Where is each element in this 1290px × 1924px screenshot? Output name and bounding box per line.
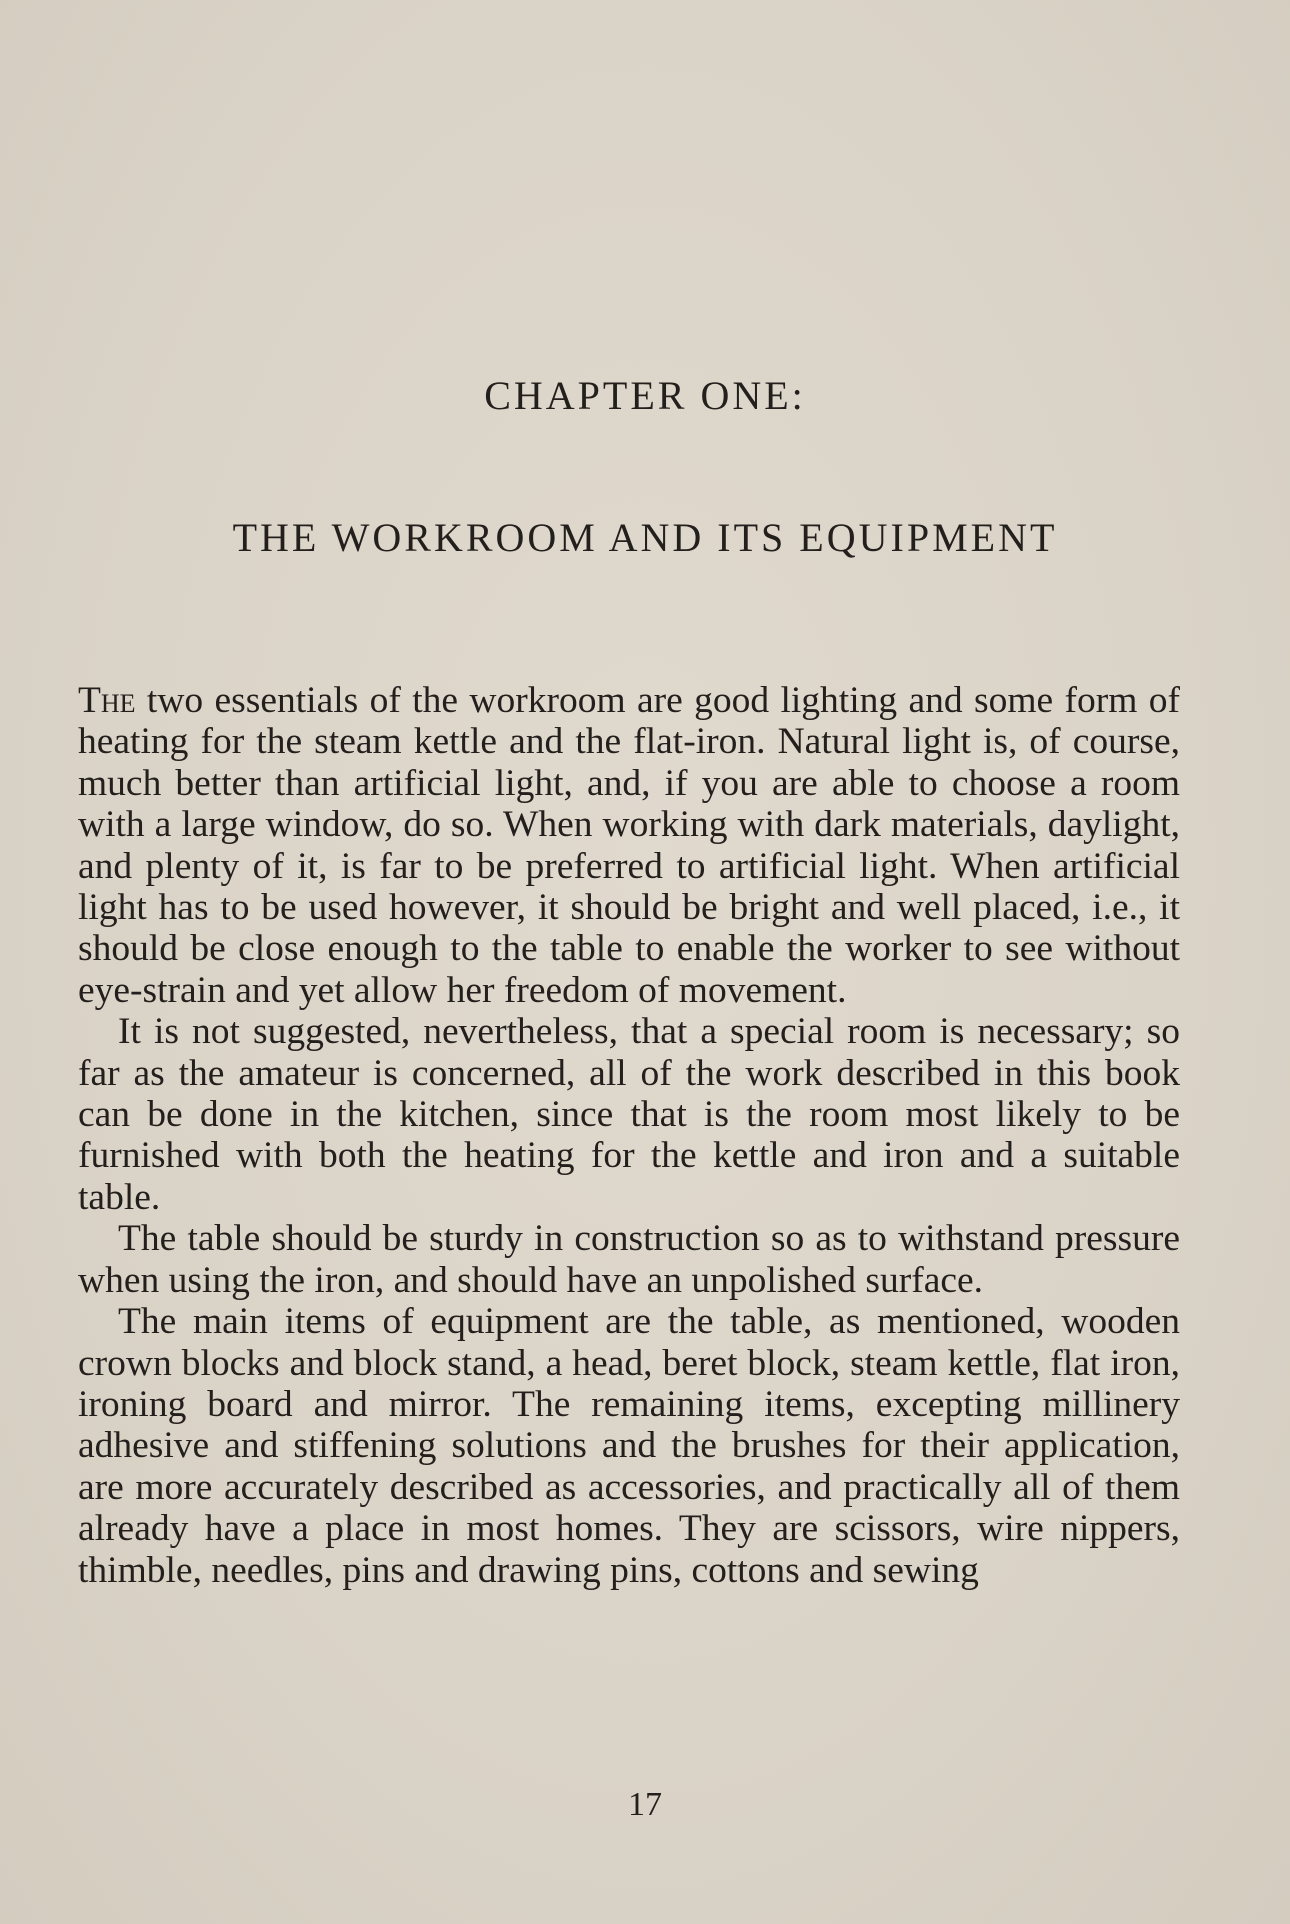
- body-text: [78, 680, 1180, 1591]
- paragraph-text: two essentials of the workroom are good lighting and some form of heating for the steam kettle and the flat-iron. Natural light is, of course, much better than artificial light, and, if you are able to choose a room with a large window, do so. When working with dark materials, daylight, and plenty of it, is far to be preferred to artificial light. When artificial light has to be used however, it should be bright and well placed, i.e., it should be close enough to the table to enable the worker to see without eye-strain and yet allow her freedom of movement.: [78, 680, 1180, 1011]
- paragraph-4: The main items of equipment are the table, as mentioned, wooden crown blocks and block stand, a head, beret block, steam kettle, flat iron, ironing board and mirror. The remaining items, excepting millinery adhesive and stiffening solutions and the brushes for their application, are more accurately described as accessories, and practically all of them already have a place in most homes. They are scissors, wire nippers, thimble, needles, pins and drawing pins, cottons and sewing: [78, 1301, 1180, 1591]
- paragraph-lead-word: The: [78, 680, 136, 721]
- chapter-title: THE WORKROOM AND ITS EQUIPMENT: [232, 515, 1058, 560]
- paragraph-1: [78, 680, 1180, 1011]
- chapter-label: CHAPTER ONE:: [484, 373, 806, 418]
- page-number: 17: [628, 1786, 662, 1823]
- paragraph-3: The table should be sturdy in construction so as to withstand pressure when using the iron, and should have an unpolished surface.: [78, 1218, 1180, 1301]
- paragraph-2: It is not suggested, nevertheless, that a special room is necessary; so far as the amateur is concerned, all of the work described in this book can be done in the kitchen, since that is the room most likely to be furnished with both the heating for the kettle and iron and a suitable table.: [78, 1011, 1180, 1218]
